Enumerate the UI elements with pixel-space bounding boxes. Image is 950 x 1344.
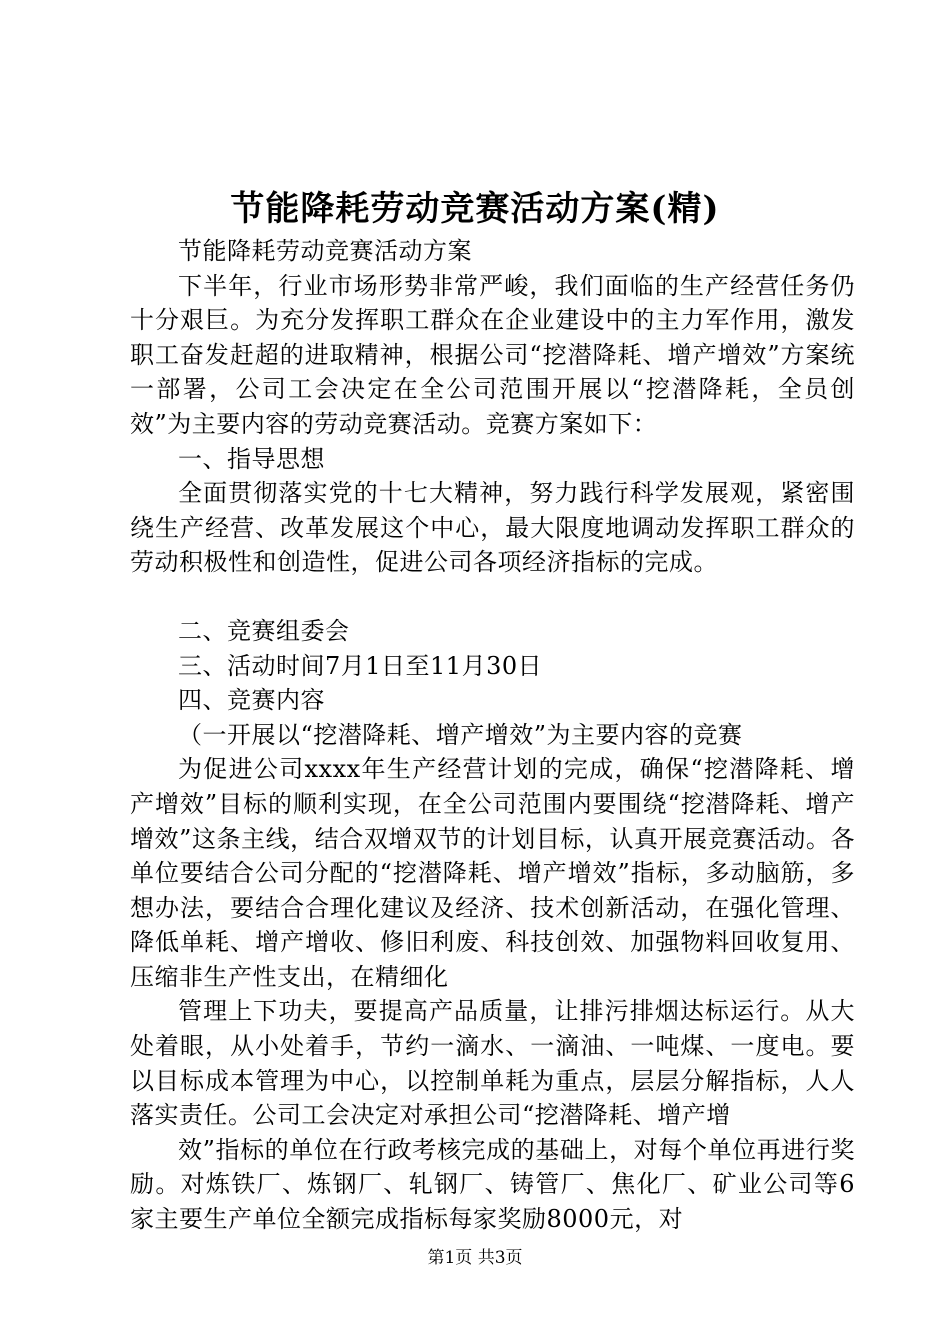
document-body — [130, 234, 855, 1237]
subtitle-paragraph: 节能降耗劳动竞赛活动方案 — [178, 237, 472, 265]
guiding-idea-paragraph: 全面贯彻落实党的十七大精神，努力践行科学发展观，紧密围绕生产经营、改革发展这个中心，最大限度地调动发挥职工群众的劳动积极性和创造性，促进公司各项经济指标的完成。 — [130, 479, 855, 577]
content-paragraph-2: 管理上下功夫，要提高产品质量，让排污排烟达标运行。从大处着眼，从小处着手，节约一滴水、一滴油、一吨煤、一度电。要以目标成本管理为中心，以控制单耗为重点，层层分解指标，人人落实责任。公司工会决定对承担公司“挖潜降耗、增产增 — [130, 997, 855, 1130]
content-paragraph-1: 为促进公司xxxx年生产经营计划的完成，确保“挖潜降耗、增产增效”目标的顺利实现，在全公司范围内要围绕“挖潜降耗、增产增效”这条主线，结合双增双节的计划目标，认真开展竞赛活动。各单位要结合公司分配的“挖潜降耗、增产增效”指标，多动脑筋，多想办法，要结合合理化建议及经济、技术创新活动，在强化管理、降低单耗、增产增收、修旧利废、科技创效、加强物料回收复用、压缩非生产性支出，在精细化 — [130, 755, 855, 991]
subsection-heading-1: （一开展以“挖潜降耗、增产增效”为主要内容的竞赛 — [178, 720, 743, 749]
section-heading-content: 四、竞赛内容 — [178, 686, 325, 715]
section-heading-committee: 二、竞赛组委会 — [178, 616, 350, 645]
intro-paragraph: 下半年，行业市场形势非常严峻，我们面临的生产经营任务仍十分艰巨。为充分发挥职工群众在企业建设中的主力军作用，激发职工奋发赶超的进取精神，根据公司“挖潜降耗、增产增效”方案统一部署，公司工会决定在全公司范围开展以“挖潜降耗，全员创效”为主要内容的劳动竞赛活动。竞赛方案如下： — [130, 271, 855, 438]
page-title: 节能降耗劳动竞赛活动方案(精) — [230, 189, 720, 229]
content-paragraph-3: 效”指标的单位在行政考核完成的基础上，对每个单位再进行奖励。对炼铁厂、炼钢厂、轧钢厂、铸管厂、焦化厂、矿业公司等6家主要生产单位全额完成指标每家奖励8000元，对 — [130, 1135, 855, 1234]
section-heading-guiding-idea: 一、指导思想 — [178, 444, 325, 473]
section-heading-time: 三、活动时间7月1日至11月30日 — [178, 651, 543, 680]
page-footer: 第1页 共3页 — [427, 1248, 523, 1268]
